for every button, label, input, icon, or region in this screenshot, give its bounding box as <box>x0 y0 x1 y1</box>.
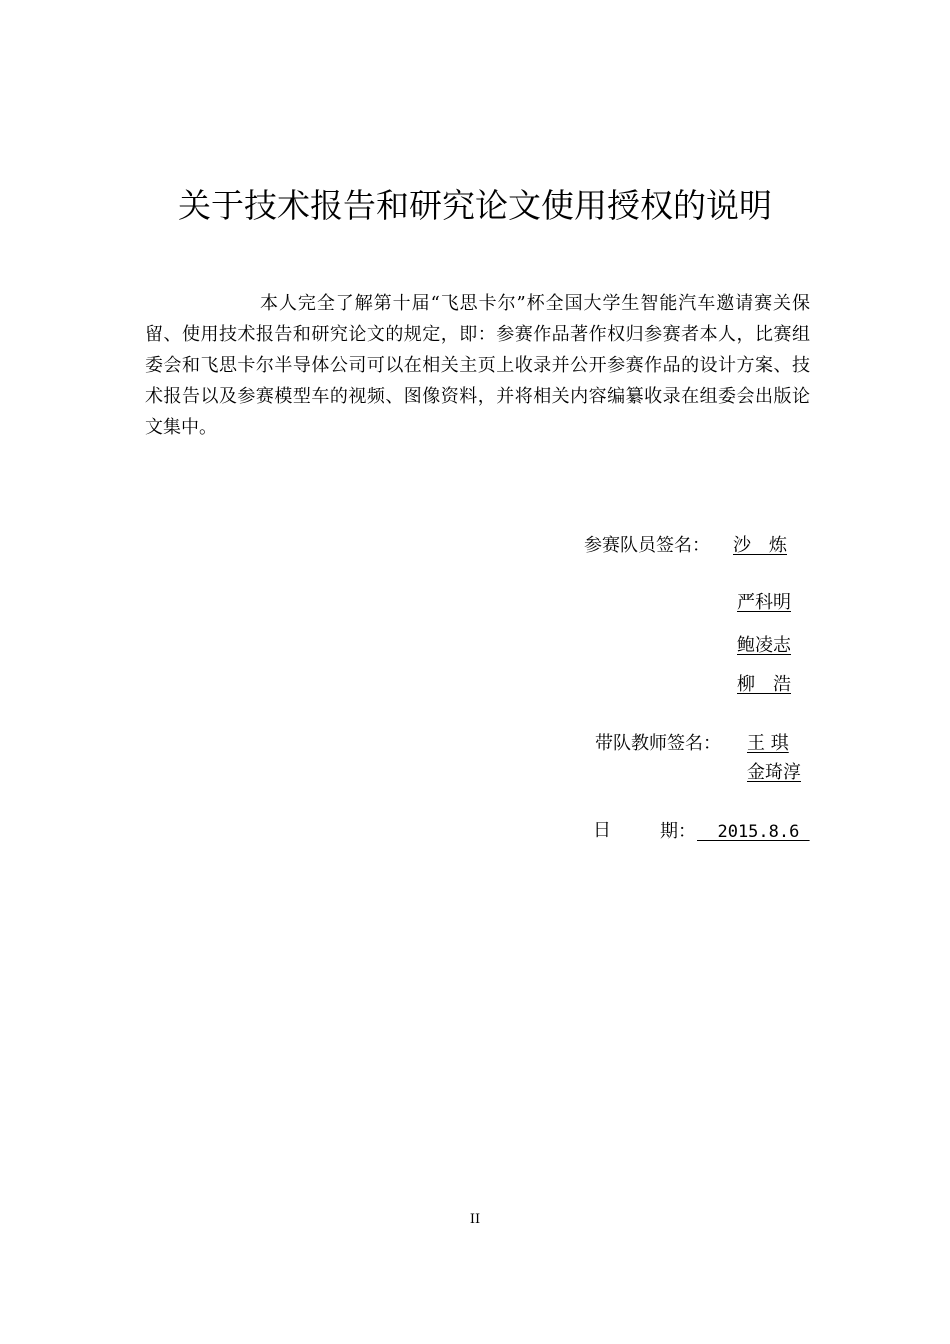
team-member-signature: 柳 浩 <box>737 674 791 695</box>
date-value: 2015.8.6 <box>697 822 810 842</box>
team-member-signature: 沙 炼 <box>733 535 787 556</box>
date-label-period: 期： <box>660 821 696 842</box>
page-number: II <box>469 1212 481 1227</box>
team-signature-label: 参赛队员签名： <box>584 535 710 556</box>
teacher-signature: 王 琪 <box>747 733 789 754</box>
date-label-day: 日 <box>593 820 611 841</box>
team-member-signature: 严科明 <box>737 592 791 613</box>
authorization-statement: 本人完全了解第十届“飞思卡尔”杯全国大学生智能汽车邀请赛关保留、使用技术报告和研究论文的规定，即：参赛作品著作权归参赛者本人，比赛组委会和飞思卡尔半导体公司可以在相关主页上收录并公开参赛作品的设计方案、技术报告以及参赛模型车的视频、图像资料，并将相关内容编纂收录在组委会出版论文集中。 <box>145 293 810 438</box>
team-member-signature: 鲍凌志 <box>737 635 791 656</box>
teacher-signature-label: 带队教师签名： <box>595 733 721 754</box>
page-title: 关于技术报告和研究论文使用授权的说明 <box>178 186 772 225</box>
teacher-signature: 金琦淳 <box>747 762 801 783</box>
